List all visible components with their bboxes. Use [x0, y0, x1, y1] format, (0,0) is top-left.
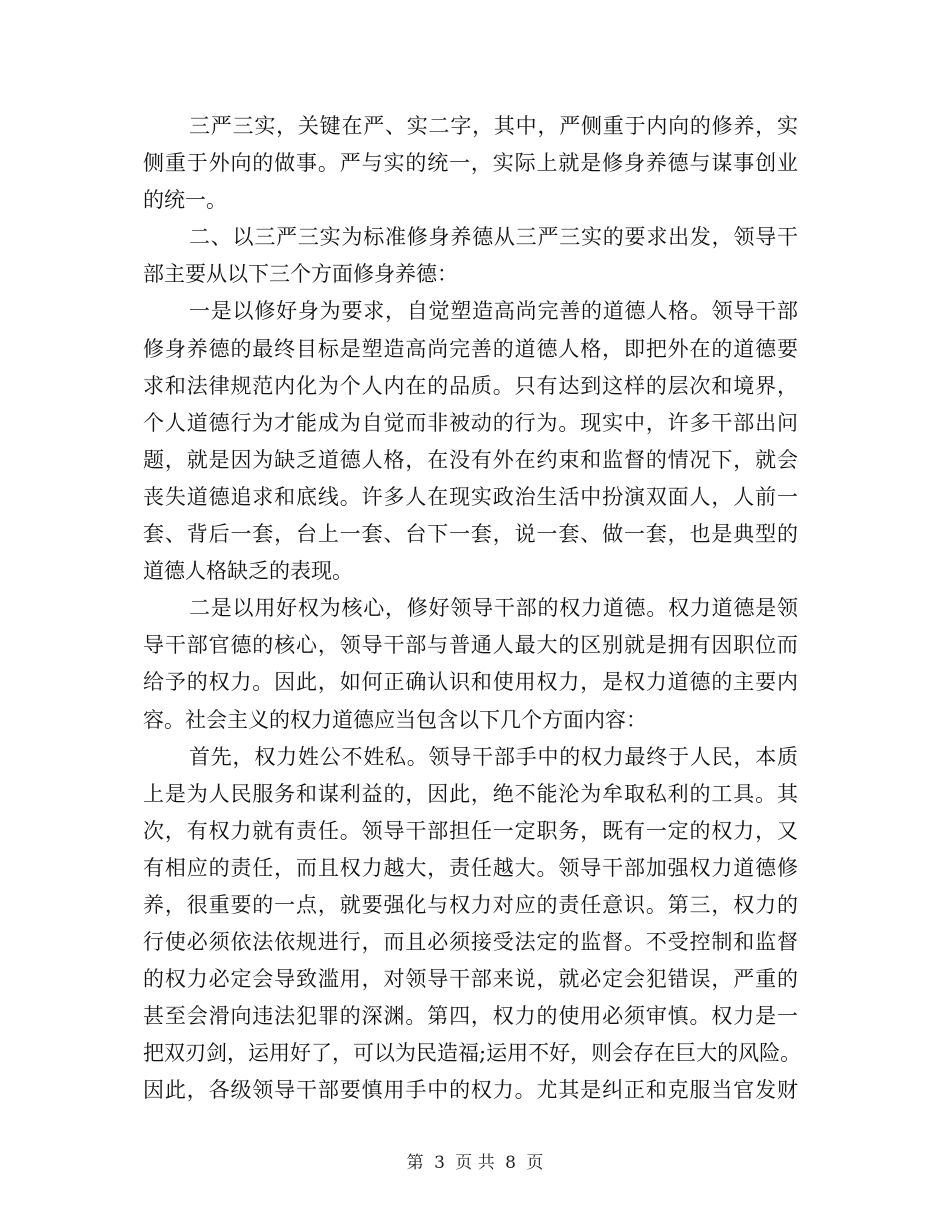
footer-prefix: 第	[406, 1153, 424, 1173]
paragraph	[143, 108, 798, 219]
paragraph	[143, 219, 798, 293]
text-line: 丧失道德追求和底线。许多人在现实政治生活中扮演双面人，人前一	[143, 484, 798, 509]
text-line: 套、背后一套，台上一套、台下一套，说一套、做一套，也是典型的	[143, 522, 798, 547]
text-line: 求和法律规范内化为个人内在的品质。只有达到这样的层次和境界，	[143, 373, 798, 398]
text-line: 二是以用好权为核心，修好领导干部的权力道德。权力道德是领	[189, 596, 798, 621]
text-line: 甚至会滑向违法犯罪的深渊。第四，权力的使用必须审慎。权力是一	[143, 1004, 798, 1029]
text-line: 首先，权力姓公不姓私。领导干部手中的权力最终于人民，本质	[189, 744, 798, 769]
footer-suffix: 页	[526, 1153, 544, 1173]
text-line: 的统一。	[143, 188, 227, 213]
page-number: 3	[434, 1153, 445, 1173]
text-line: 上是为人民服务和谋利益的，因此，绝不能沦为牟取私利的工具。其	[143, 781, 798, 806]
text-line: 行使必须依法依规进行，而且必须接受法定的监督。不受控制和监督	[143, 930, 798, 955]
text-line: 有相应的责任，而且权力越大，责任越大。领导干部加强权力道德修	[143, 855, 798, 880]
footer-middle: 页 共	[455, 1153, 495, 1173]
text-line: 把双刃剑，运用好了，可以为民造福;运用不好，则会存在巨大的风险。	[143, 1041, 802, 1066]
text-line: 的权力必定会导致滥用，对领导干部来说，就必定会犯错误，严重的	[143, 967, 798, 992]
text-line: 给予的权力。因此，如何正确认识和使用权力，是权力道德的主要内	[143, 670, 798, 695]
text-line: 部主要从以下三个方面修身养德：	[143, 262, 458, 287]
text-line: 因此，各级领导干部要慎用手中的权力。尤其是纠正和克服当官发财	[143, 1078, 798, 1103]
paragraph	[143, 739, 802, 1110]
document-body	[143, 108, 802, 1110]
text-line: 修身养德的最终目标是塑造高尚完善的道德人格，即把外在的道德要	[143, 336, 798, 361]
text-line: 三严三实，关键在严、实二字，其中，严侧重于内向的修养，实	[189, 114, 798, 138]
text-line: 容。社会主义的权力道德应当包含以下几个方面内容：	[143, 707, 647, 732]
page-footer	[0, 1153, 950, 1173]
text-line: 养，很重要的一点，就要强化与权力对应的责任意识。第三，权力的	[143, 892, 798, 917]
text-line: 题，就是因为缺乏道德人格，在没有外在约束和监督的情况下，就会	[143, 447, 798, 472]
text-line: 道德人格缺乏的表现。	[143, 559, 353, 584]
paragraph	[143, 590, 798, 738]
page-total: 8	[505, 1153, 516, 1173]
text-line: 二、以三严三实为标准修身养德从三严三实的要求出发，领导干	[189, 225, 798, 250]
text-line: 侧重于外向的做事。严与实的统一，实际上就是修身养德与谋事创业	[143, 151, 798, 176]
text-line: 次，有权力就有责任。领导干部担任一定职务，既有一定的权力，又	[143, 818, 798, 843]
paragraph	[143, 293, 798, 590]
text-line: 个人道德行为才能成为自觉而非被动的行为。现实中，许多干部出问	[143, 410, 798, 435]
text-line: 一是以修好身为要求，自觉塑造高尚完善的道德人格。领导干部	[189, 299, 798, 324]
text-line: 导干部官德的核心，领导干部与普通人最大的区别就是拥有因职位而	[143, 633, 798, 658]
